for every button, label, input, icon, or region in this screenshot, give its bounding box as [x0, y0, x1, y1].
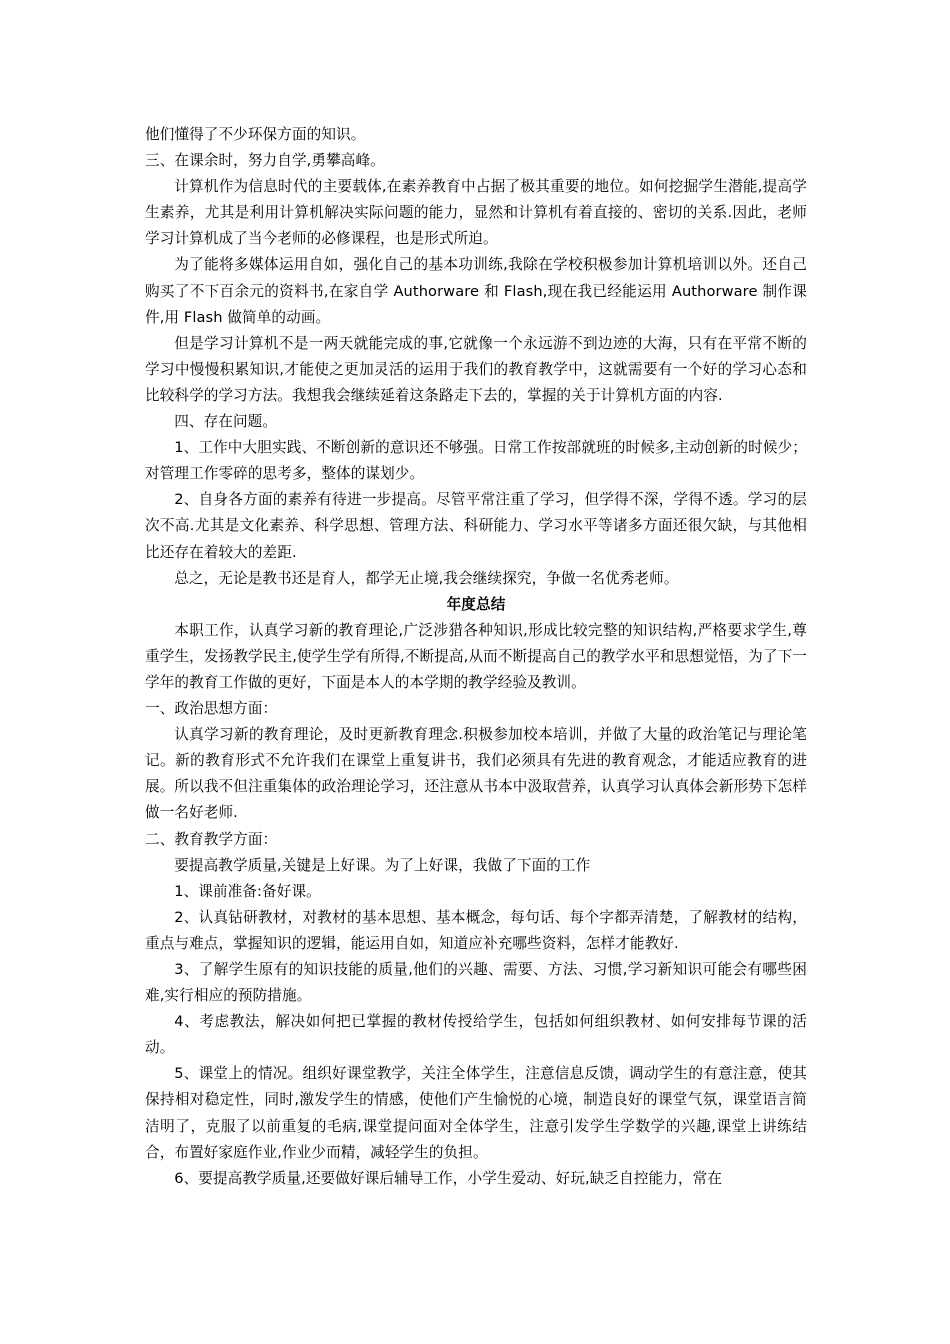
document-page [145, 122, 807, 1192]
paragraph: 总之，无论是教书还是育人，都学无止境,我会继续探究，争做一名优秀老师。 [174, 569, 679, 587]
list-item: 4、考虑教法，解决如何把已掌握的教材传授给学生，包括如何组织教材、如何安排每节课的活动。 [145, 1013, 807, 1057]
paragraph: 本职工作，认真学习新的教育理论,广泛涉猎各种知识,形成比较完整的知识结构,严格要求学生,尊重学生，发扬教学民主,使学生学有所得,不断提高,从而不断提高自己的教学水平和思想觉悟，为了下一学年的教育工作做的更好，下面是本人的本学期的教学经验及教训。 [145, 621, 807, 691]
list-item: 2、认真钻研教材，对教材的基本思想、基本概念，每句话、每个字都弄清楚，了解教材的结构，重点与难点，掌握知识的逻辑，能运用自如，知道应补充哪些资料，怎样才能教好. [145, 908, 807, 952]
list-item: 1、课前准备:备好课。 [174, 882, 321, 900]
paragraph: 但是学习计算机不是一两天就能完成的事,它就像一个永远游不到边迹的大海，只有在平常不断的学习中慢慢积累知识,才能使之更加灵活的运用于我们的教育教学中，这就需要有一个好的学习心态和比较科学的学习方法。我想我会继续延着这条路走下去的，掌握的关于计算机方面的内容. [145, 334, 807, 404]
paragraph: 2、自身各方面的素养有待进一步提高。尽管平常注重了学习，但学得不深，学得不透。学习的层次不高.尤其是文化素养、科学思想、管理方法、科研能力、学习水平等诸多方面还很欠缺，与其他相比还存在着较大的差距. [145, 491, 807, 561]
paragraph: 要提高教学质量,关键是上好课。为了上好课，我做了下面的工作 [174, 856, 591, 874]
document-title: 年度总结 [446, 595, 506, 613]
paragraph: 1、工作中大胆实践、不断创新的意识还不够强。日常工作按部就班的时候多,主动创新的时候少；对管理工作零碎的思考多，整体的谋划少。 [145, 439, 807, 483]
paragraph: 认真学习新的教育理论，及时更新教育理念.积极参加校本培训，并做了大量的政治笔记与理论笔记。新的教育形式不允许我们在课堂上重复讲书，我们必须具有先进的教育观念，才能适应教育的进展。所以我不但注重集体的政治理论学习，还注意从书本中汲取营养，认真学习认真体会新形势下怎样做一名好老师. [145, 726, 807, 822]
section-heading: 一、政治思想方面： [145, 700, 278, 718]
paragraph: 计算机作为信息时代的主要载体,在素养教育中占据了极其重要的地位。如何挖掘学生潜能,提高学生素养，尤其是利用计算机解决实际问题的能力，显然和计算机有着直接的、密切的关系.因此，老师学习计算机成了当今老师的必修课程，也是形式所迫。 [145, 178, 807, 248]
section-heading: 四、存在问题。 [174, 413, 278, 431]
section-heading: 三、在课余时，努力自学,勇攀高峰。 [145, 152, 385, 170]
list-item: 6、要提高教学质量,还要做好课后辅导工作，小学生爱动、好玩,缺乏自控能力，常在 [174, 1169, 723, 1187]
list-item: 3、了解学生原有的知识技能的质量,他们的兴趣、需要、方法、习惯,学习新知识可能会有哪些困难,实行相应的预防措施。 [145, 961, 807, 1005]
list-item: 5、课堂上的情况。组织好课堂教学，关注全体学生，注意信息反馈，调动学生的有意注意，使其保持相对稳定性，同时,激发学生的情感，使他们产生愉悦的心境，制造良好的课堂气氛，课堂语言简洁明了，克服了以前重复的毛病,课堂提问面对全体学生，注意引发学生学数学的兴趣,课堂上讲练结合，布置好家庭作业,作业少而精，减轻学生的负担。 [145, 1065, 807, 1161]
paragraph: 他们懂得了不少环保方面的知识。 [145, 126, 366, 143]
section-heading: 二、教育教学方面： [145, 830, 278, 848]
paragraph: 为了能将多媒体运用自如，强化自己的基本功训练,我除在学校积极参加计算机培训以外。还自己购买了不下百余元的资料书,在家自学 Authorware 和 Flash,现在我已经能运用 Authorware 制作课件,用 Flash 做简单的动画。 [145, 256, 807, 326]
